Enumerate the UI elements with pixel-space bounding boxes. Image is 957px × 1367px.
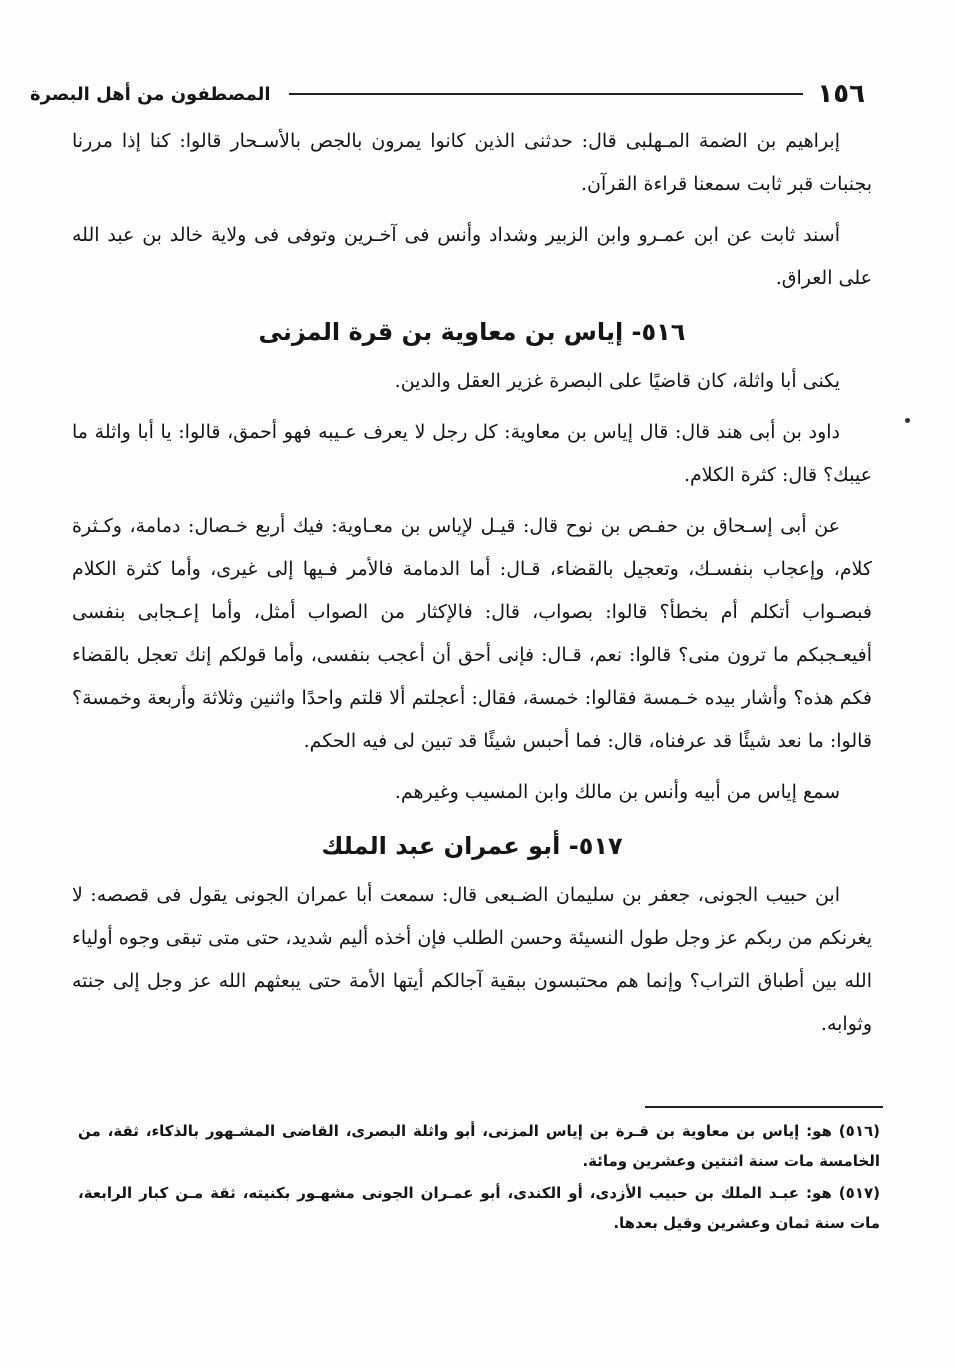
main-text: [72, 120, 872, 1054]
footnote: (٥١٧) هو: عبـد الملك بن حبيب الأزدى، أو الكندى، أبو عمـران الجونى مشهـور بكنيته، ثقة مـن كبار الرابعة، مات سنة ثمان وعشرين وقيل بعدها.: [78, 1184, 880, 1232]
page-number: ١٥٦: [817, 79, 865, 109]
footnotes: [78, 1116, 880, 1240]
header-rule: [289, 93, 804, 95]
paragraph: أسند ثابت عن ابن عمـرو وابن الزبير وشداد وأنس فى آخـرين وتوفى فى ولاية خالد بن عبد الله على العراق.: [72, 224, 872, 289]
margin-dot: [905, 418, 910, 423]
paragraph: عن أبى إسـحاق بن حفـص بن نوح قال: قيـل لإياس بن معـاوية: فيك أربع خـصال: دمامة، وكـثرة كلام، وإعجاب بنفسـك، وتعجيل بالقضاء، قـال: أما الدمامة فالأمر فـيها إلى غيرى، وأما كثرة الكلام فبصـواب أتكلم أم بخطأ؟ قالوا: بصواب، قال: فالإكثار من الصواب أمثل، وأما إعـجابى بنفسى أفيعـجبكم ما ترون منى؟ قالوا: نعم، قـال: فإنى أحق أن أعجب بنفسى، وأما قولكم إنك تعجل بالقضاء فكم هذه؟ وأشار بيده خـمسة فقالوا: خمسة، فقال: أعجلتم ألا قلتم واحدًا واثنين وثلاثة وأربعة وخمسة؟ قالوا: ما نعد شيئًا قد عرفناه، قال: فما أحبس شيئًا قد تبين لى فيه الحكم.: [72, 515, 872, 752]
entry-title: ٥١٧- أبو عمران عبد الملك: [321, 832, 623, 860]
paragraph: يكنى أبا واثلة، كان قاضيًا على البصرة غزير العقل والدين.: [394, 370, 840, 392]
running-title: المصطفون من أهل البصرة: [30, 83, 271, 105]
paragraph: إبراهيم بن الضمة المـهلبى قال: حدثنى الذين كانوا يمرون بالجص بالأسـحار قالوا: كنا إذا مررنا بجنبات قبر ثابت سمعنا قراءة القرآن.: [72, 130, 872, 195]
paragraph: سمع إياس من أبيه وأنس بن مالك وابن المسيب وغيرهم.: [394, 781, 840, 803]
page-header: [30, 74, 865, 114]
footnote: (٥١٦) هو: إياس بن معاوية بن قـرة بن إياس المزنى، أبو واثلة البصرى، القاضى المشـهور بالذكاء، ثقة، من الخامسة مات سنة اثنتين وعشرين ومائة.: [78, 1122, 880, 1170]
paragraph: داود بن أبى هند قال: قال إياس بن معاوية: كل رجل لا يعرف عـيبه فهو أحمق، قالوا: يا أبا واثلة ما عيبك؟ قال: كثرة الكلام.: [72, 421, 872, 486]
paragraph: ابن حبيب الجونى، جعفر بن سليمان الضـبعى قال: سمعت أبا عمران الجونى يقول فى قصصه: لا يغرنكم من ربكم عز وجل طول النسيئة وحسن الطلب فإن أخذه أليم شديد، حتى متى تبقى وجوه أولياء الله بين أطباق التراب؟ وإنما هم محتبسون ببقية آجالكم أيتها الأمة حتى يبعثهم الله عز وجل إلى جنته وثوابه.: [72, 884, 872, 1035]
entry-title: ٥١٦- إياس بن معاوية بن قرة المزنى: [258, 318, 686, 346]
footnote-separator: [645, 1106, 883, 1108]
